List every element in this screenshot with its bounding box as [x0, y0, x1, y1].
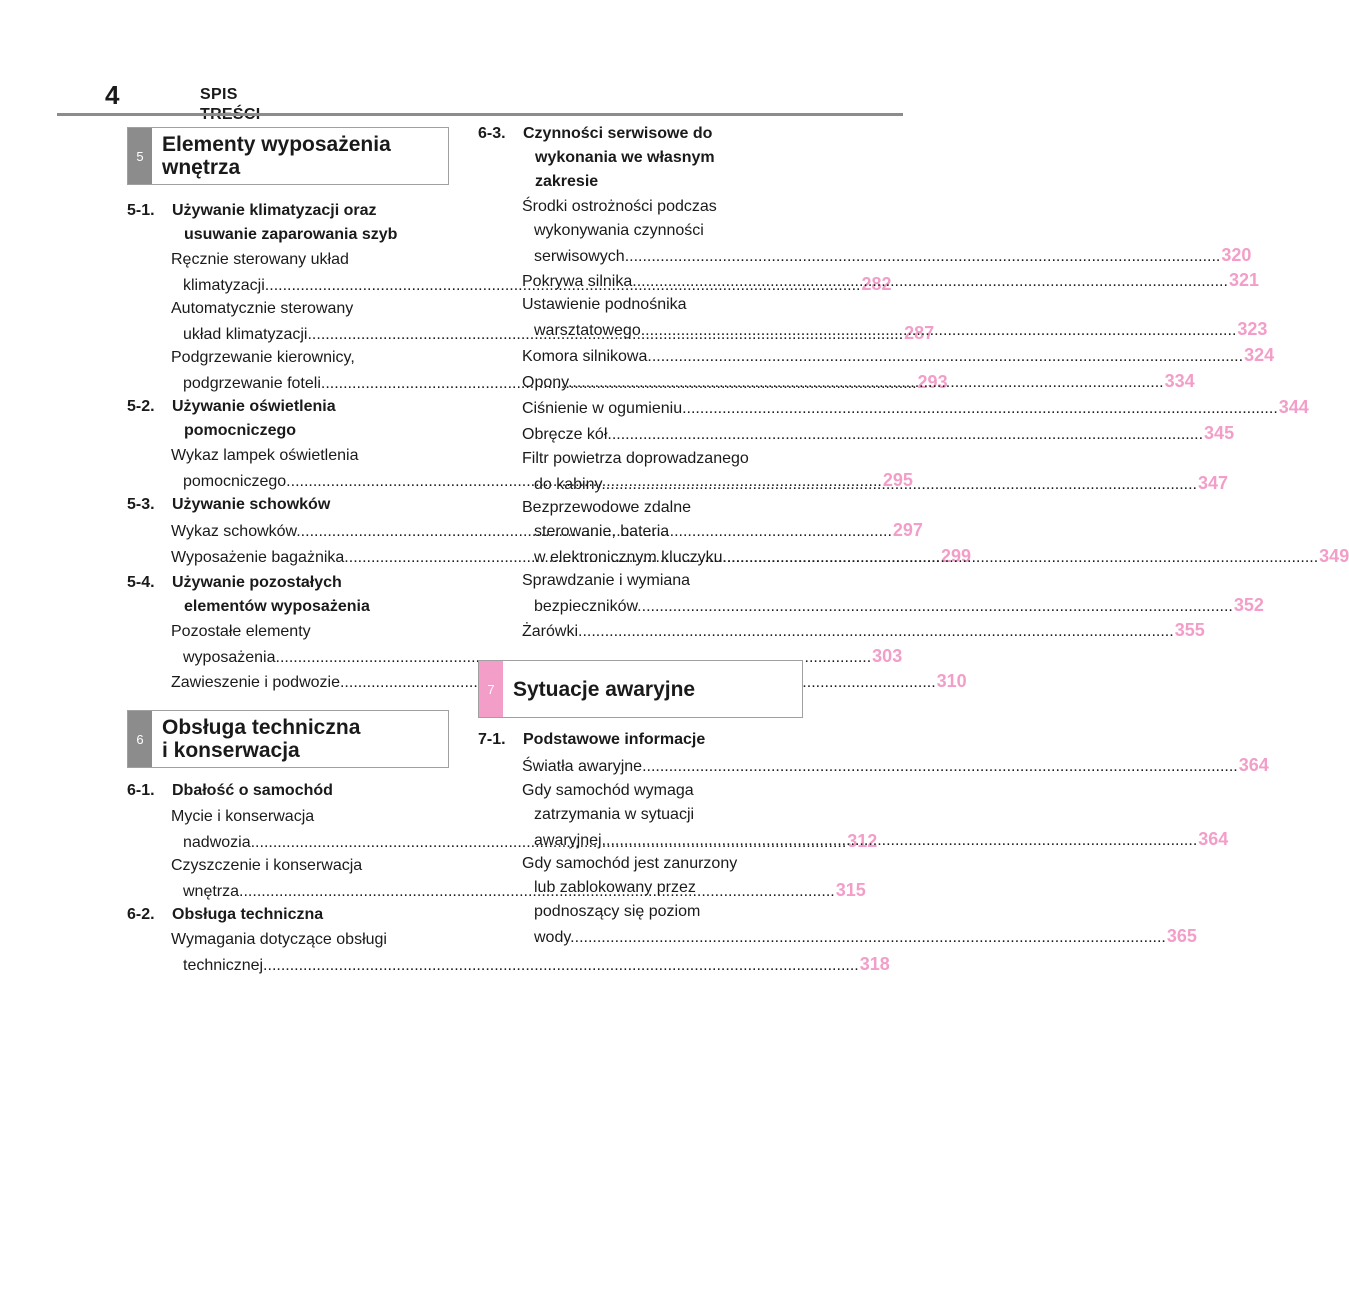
page-link[interactable]: 349 — [1319, 546, 1349, 566]
page-link[interactable]: 347 — [1197, 473, 1229, 493]
page-number: 4 — [105, 80, 120, 110]
toc-item[interactable]: Czyszczenie i konserwacja wnętrza ..... 315 — [171, 854, 447, 904]
header-rule — [57, 113, 903, 116]
page-link[interactable]: 282 — [861, 274, 892, 294]
toc-item[interactable]: Komora silnikowa ..... 324 — [522, 343, 798, 369]
page-link[interactable]: 295 — [882, 470, 913, 490]
toc-item[interactable]: Wymagania dotyczące obsługi technicznej ..... 318 — [171, 928, 447, 978]
toc-item[interactable]: Filtr powietrza doprowadzanego do kabiny ..... 347 — [522, 447, 798, 497]
toc-item[interactable]: Światła awaryjne ..... 364 — [522, 753, 798, 779]
page-link[interactable]: 303 — [872, 646, 903, 666]
page-link[interactable]: 324 — [1244, 345, 1275, 365]
chapter-5-3[interactable]: 5-3. Używanie schowków — [127, 496, 331, 513]
chapter-6-1[interactable]: 6-1. Dbałość o samochód — [127, 782, 333, 799]
page-link[interactable]: 334 — [1164, 371, 1195, 391]
chapter-6-3[interactable]: 6-3. Czynności serwisowe do wykonania we własnym zakresie — [478, 125, 715, 190]
page-link[interactable]: 318 — [859, 954, 890, 974]
page-link[interactable]: 297 — [892, 520, 923, 540]
page-link[interactable]: 323 — [1237, 319, 1268, 339]
toc-item[interactable]: Żarówki ..... 355 — [522, 618, 798, 644]
page-link[interactable]: 364 — [1238, 755, 1269, 775]
page-link[interactable]: 312 — [847, 831, 878, 851]
toc-item[interactable]: Sprawdzanie i wymiana bezpieczników ..... 352 — [522, 569, 798, 619]
chapter-6-2[interactable]: 6-2. Obsługa techniczna — [127, 906, 324, 923]
toc-item[interactable]: Wykaz schowków ..... 297 — [171, 518, 447, 544]
section-7-box[interactable] — [478, 660, 803, 718]
page-link[interactable]: 299 — [940, 546, 972, 566]
toc-item[interactable]: Ręcznie sterowany układ klimatyzacji ..... 282 — [171, 248, 447, 298]
page-link[interactable]: 293 — [917, 372, 948, 392]
page-link[interactable]: 320 — [1221, 245, 1252, 265]
section-5-box[interactable] — [127, 127, 449, 185]
toc-item[interactable]: Wyposażenie bagażnika ..... 299 — [171, 544, 447, 570]
toc-item[interactable]: Wykaz lampek oświetlenia pomocniczego ..... 295 — [171, 444, 447, 494]
page-link[interactable]: 310 — [936, 671, 967, 691]
toc-item[interactable]: Bezprzewodowe zdalne sterowanie, bateria w elektronicznym kluczyku ..... 349 — [522, 496, 798, 570]
section-5-title: Elementy wyposażenia wnętrza — [162, 133, 391, 179]
toc-item[interactable]: Ustawienie podnośnika warsztatowego ..... 323 — [522, 293, 798, 343]
chapter-5-2[interactable]: 5-2. Używanie oświetlenia pomocniczego — [127, 398, 336, 439]
toc-item[interactable]: Obręcze kół ..... 345 — [522, 421, 798, 447]
toc-item[interactable]: Mycie i konserwacja nadwozia ..... 312 — [171, 805, 447, 855]
header-title: SPIS — [200, 86, 238, 103]
chapter-7-1[interactable]: 7-1. Podstawowe informacje — [478, 731, 706, 748]
toc-item[interactable]: Pokrywa silnika ..... 321 — [522, 268, 798, 294]
page-link[interactable]: 345 — [1204, 423, 1235, 443]
toc-item[interactable]: Zawieszenie i podwozie ..... 310 — [171, 669, 447, 695]
toc-item[interactable]: Opony ..... 334 — [522, 369, 798, 395]
toc-item[interactable]: Pozostałe elementy wyposażenia ..... 303 — [171, 620, 447, 670]
section-7-title: Sytuacje awaryjne — [513, 677, 696, 701]
toc-item[interactable]: Automatycznie sterowany układ klimatyzacji ..... 287 — [171, 297, 447, 347]
chapter-5-1[interactable]: 5-1. Używanie klimatyzacji oraz usuwanie zaparowania szyb — [127, 202, 398, 243]
section-6-number: 6 — [128, 711, 152, 767]
section-6-box[interactable] — [127, 710, 449, 768]
page-link[interactable]: 355 — [1174, 620, 1205, 640]
page-link[interactable]: 352 — [1233, 595, 1264, 615]
page-link[interactable]: 321 — [1228, 270, 1259, 290]
section-5-number: 5 — [128, 128, 152, 184]
page-link[interactable]: 315 — [835, 880, 866, 900]
toc-item[interactable]: Środki ostrożności podczas wykonywania czynności serwisowych ..... 320 — [522, 195, 798, 269]
toc-item[interactable]: Ciśnienie w ogumieniu ..... 344 — [522, 395, 798, 421]
page-link[interactable]: 344 — [1278, 397, 1309, 417]
page-link[interactable]: 365 — [1166, 926, 1197, 946]
section-7-number: 7 — [479, 661, 503, 717]
toc-item[interactable]: Gdy samochód wymaga zatrzymania w sytuacji awaryjnej ..... 364 — [522, 779, 798, 853]
page-link[interactable]: 287 — [904, 323, 935, 343]
page-link[interactable]: 364 — [1198, 829, 1229, 849]
toc-item[interactable]: Podgrzewanie kierownicy, podgrzewanie foteli ..... 293 — [171, 346, 447, 396]
chapter-5-4[interactable]: 5-4. Używanie pozostałych elementów wyposażenia — [127, 574, 370, 615]
section-6-title: Obsługa techniczna i konserwacja — [162, 716, 361, 762]
toc-item[interactable]: Gdy samochód jest zanurzony lub zablokowany przez podnoszący się poziom wody ..... 365 — [522, 852, 798, 950]
